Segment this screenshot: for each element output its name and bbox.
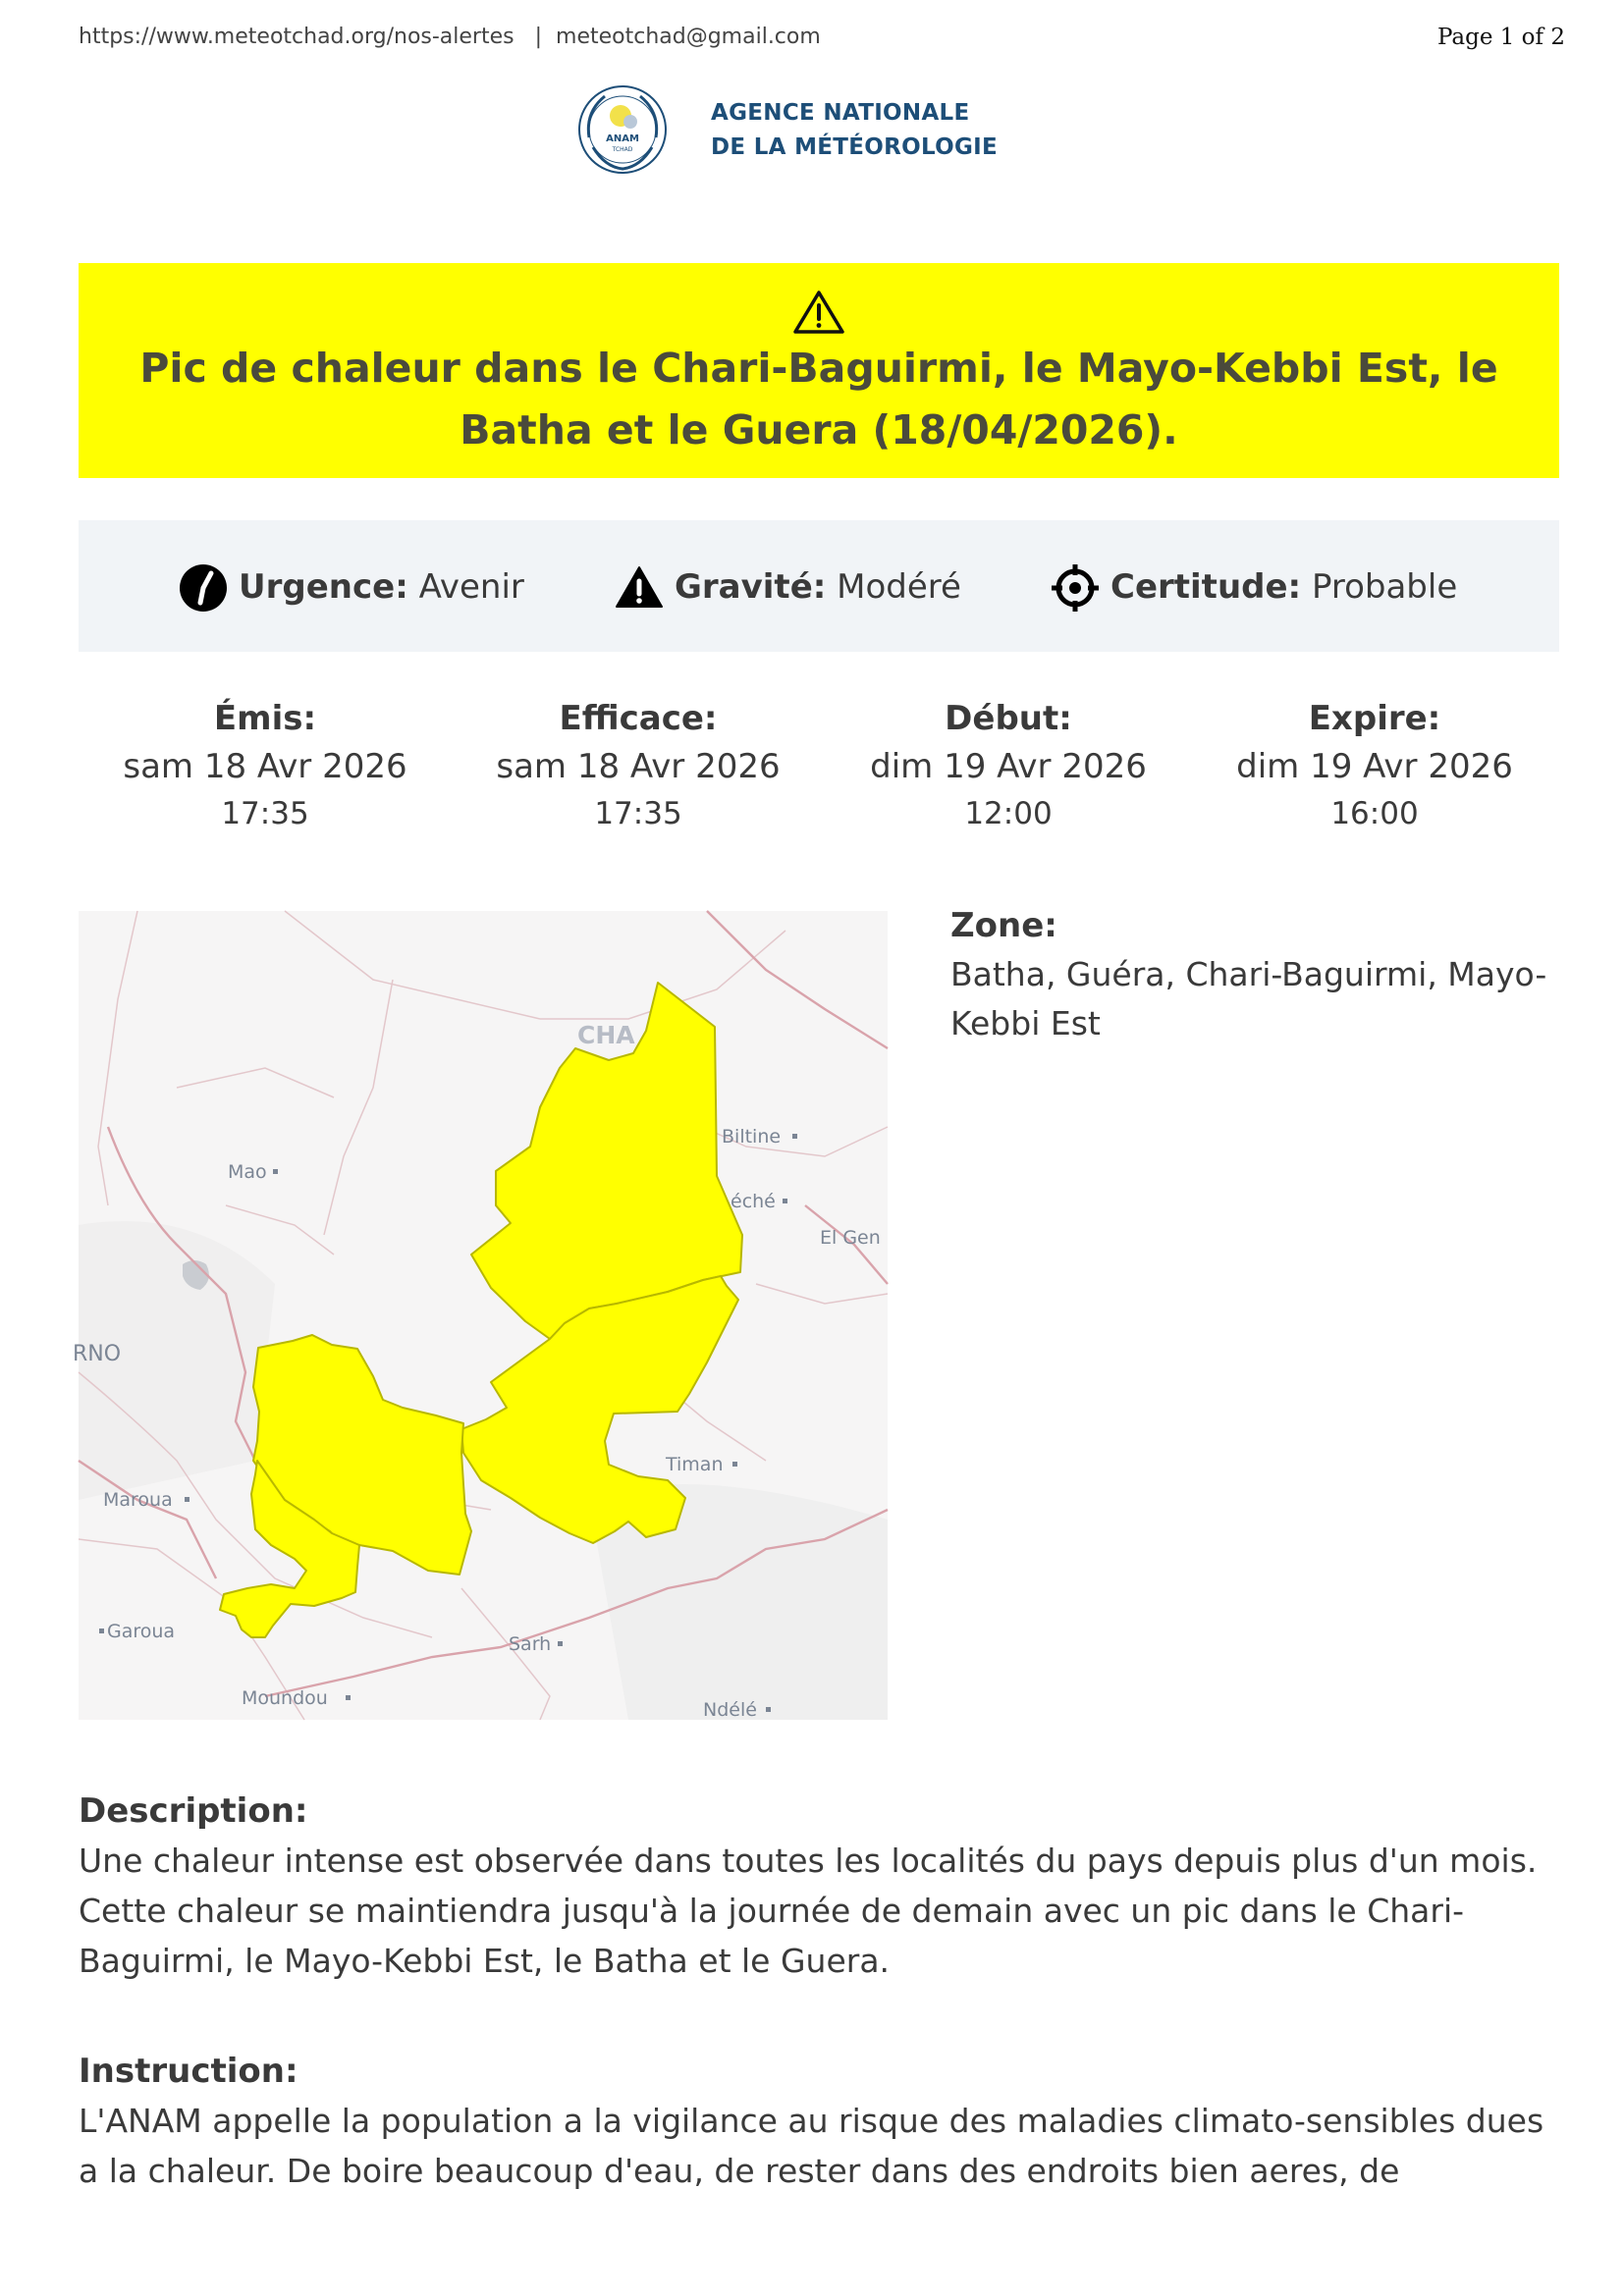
header-email-link[interactable]: meteotchad@gmail.com xyxy=(556,25,821,49)
page-header xyxy=(79,25,1565,54)
severity-label: Gravité: xyxy=(675,567,827,607)
date-label: Début: xyxy=(945,699,1072,738)
alert-title: Pic de chaleur dans le Chari-Baguirmi, le Mayo-Kebbi Est, le Batha et le Guera (18/04/2026). xyxy=(139,345,1498,454)
zone-section xyxy=(950,901,1559,1048)
description-label: Description: xyxy=(79,1791,308,1831)
date-effective xyxy=(452,695,825,836)
instruction-section xyxy=(79,2047,1559,2196)
crosshair-icon xyxy=(1051,563,1100,613)
map-label-maroua: Maroua xyxy=(103,1489,173,1511)
date-expires xyxy=(1188,695,1561,836)
map-label-borno: RNO xyxy=(73,1342,122,1366)
date-day: sam 18 Avr 2026 xyxy=(496,747,781,786)
alert-meta-bar xyxy=(79,520,1559,652)
anam-logo xyxy=(569,82,1060,177)
certainty-value: Probable xyxy=(1311,567,1458,607)
clock-icon xyxy=(179,563,228,613)
header-url-link[interactable]: https://www.meteotchad.org/nos-alertes xyxy=(79,25,514,49)
map-label-mao: Mao xyxy=(228,1161,267,1183)
warning-icon xyxy=(615,563,664,613)
date-time: 12:00 xyxy=(964,796,1053,831)
header-separator: | xyxy=(520,25,550,49)
description-section xyxy=(79,1787,1559,1986)
map-label-biltine: Biltine xyxy=(722,1126,782,1148)
date-day: sam 18 Avr 2026 xyxy=(123,747,407,786)
severity-value: Modéré xyxy=(837,567,961,607)
certainty-label: Certitude: xyxy=(1110,567,1302,607)
seal-text: ANAM xyxy=(606,133,639,144)
alert-map[interactable] xyxy=(73,911,888,1721)
date-label: Expire: xyxy=(1308,699,1441,738)
map-label-el-geneina: El Gen xyxy=(820,1227,881,1249)
logo-wordmark xyxy=(711,96,998,165)
date-onset xyxy=(822,695,1195,836)
seal-subtext: TCHAD xyxy=(612,146,633,153)
date-time: 16:00 xyxy=(1330,796,1419,831)
logo-line-1: AGENCE NATIONALE xyxy=(711,100,970,126)
zone-label: Zone: xyxy=(950,906,1057,945)
alert-area-map xyxy=(73,911,888,1721)
map-label-abeche: éché xyxy=(731,1191,776,1212)
map-label-ndele: Ndélé xyxy=(703,1699,757,1721)
urgency-value: Avenir xyxy=(418,567,524,607)
alert-dates xyxy=(79,695,1559,842)
map-label-am-timan: Timan xyxy=(666,1454,724,1475)
page-header-source xyxy=(79,25,821,49)
logo-line-2: DE LA MÉTÉOROLOGIE xyxy=(711,134,999,160)
date-issued xyxy=(79,695,452,836)
date-day: dim 19 Avr 2026 xyxy=(1236,747,1513,786)
page-number: Page 1 of 2 xyxy=(1436,25,1565,50)
date-time: 17:35 xyxy=(221,796,309,831)
instruction-label: Instruction: xyxy=(79,2052,298,2091)
zone-value: Batha, Guéra, Chari-Baguirmi, Mayo-Kebbi Est xyxy=(950,955,1547,1042)
date-label: Efficace: xyxy=(559,699,718,738)
map-label-garoua: Garoua xyxy=(107,1621,176,1642)
warning-triangle-icon xyxy=(791,289,846,336)
date-day: dim 19 Avr 2026 xyxy=(870,747,1147,786)
map-label-moundou: Moundou xyxy=(242,1687,328,1709)
map-label-sarh: Sarh xyxy=(509,1633,552,1655)
date-label: Émis: xyxy=(213,699,317,738)
description-text: Une chaleur intense est observée dans toutes les localités du pays depuis plus d'un mois. Cette chaleur se maintiendra jusqu'à la journée de demain avec un pic dans le Chari-Baguirmi, le Mayo-Kebbi Est, le Batha et le Guera. xyxy=(79,1842,1538,1980)
instruction-text: L'ANAM appelle la population a la vigilance au risque des maladies climato-sensibles dues a la chaleur. De boire beaucoup d'eau, de rester dans des endroits bien aeres, de xyxy=(79,2102,1544,2190)
alert-banner xyxy=(79,263,1559,478)
anam-seal-icon xyxy=(575,82,670,177)
urgency-label: Urgence: xyxy=(239,567,408,607)
map-label-chad: CHA xyxy=(577,1021,635,1049)
date-time: 17:35 xyxy=(594,796,682,831)
